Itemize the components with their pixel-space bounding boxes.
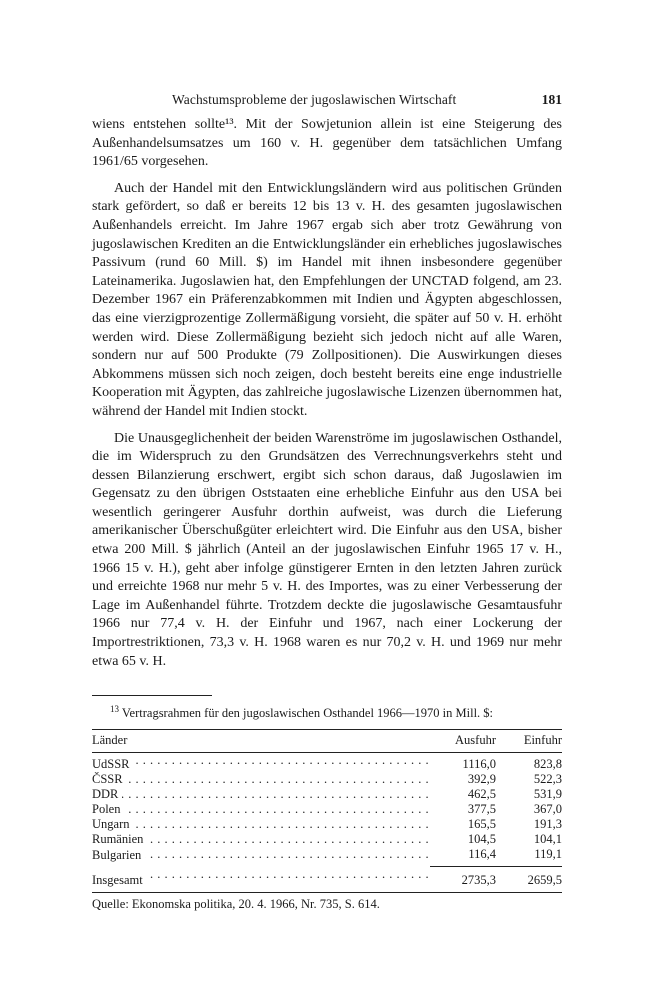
country-name: ČSSR — [92, 772, 127, 786]
country-name: UdSSR — [92, 757, 134, 771]
table-total-row — [92, 867, 562, 889]
export-value: 377,5 — [467, 802, 496, 817]
source-divider — [92, 892, 562, 893]
paragraph-3: Die Unausgeglichenheit der beiden Warenströme im jugoslawischen Osthandel, die im Widerspruch zu den Grundsätzen des Verrechnungsverkehrs steht und dessen Bilanzierung erschwert, ergibt sich schon daraus, daß Jugoslawien im Gegensatz zu den übrigen Oststaaten eine erhebliche Einfuhr aus den USA bei wesentlich geringerer Ausfuhr dorthin aufweist, was durch die Lieferung amerikanischer Überschußgüter erleichtert wird. Die Einfuhr aus den USA, bisher etwa 200 Mill. $ jährlich (Anteil an der jugoslawischen Einfuhr 1965 17 v. H., 1966 15 v. H.), geht aber infolge günstigerer Ernten in den letzten Jahren zurück und erreichte 1968 nur mehr 5 v. H. des Importes, was zu einer Verbesserung der Lage im Außenhandel führte. Trotzdem deckte die jugoslawische Gesamtausfuhr 1966 nur 77,4 v. H. der Einfuhr und 1967, nach einer Lockerung der Importrestriktionen, 73,3 v. H. 1968 waren es nur 70,2 v. H. und 1969 nur mehr etwa 65 v. H. — [92, 430, 562, 669]
trade-table — [92, 729, 562, 888]
export-value: 1116,0 — [462, 757, 496, 772]
total-export-value: 2735,3 — [430, 867, 496, 889]
total-import-value: 2659,5 — [496, 867, 562, 889]
import-value: 191,3 — [533, 817, 562, 832]
table-row — [92, 787, 562, 802]
table-header-row — [92, 730, 562, 753]
import-value: 531,9 — [533, 787, 562, 802]
column-header-countries: Länder — [92, 730, 430, 753]
export-value: 392,9 — [467, 772, 496, 787]
export-value: 104,5 — [467, 832, 496, 847]
table-row — [92, 832, 562, 847]
import-value: 522,3 — [533, 772, 562, 787]
table-source: Quelle: Ekonomska politika, 20. 4. 1966, Nr. 735, S. 614. — [92, 897, 380, 912]
running-title: Wachstumsprobleme der jugoslawischen Wirtschaft — [172, 92, 457, 107]
country-name: Polen — [92, 802, 124, 816]
footnote-marker: 13 — [110, 704, 119, 715]
country-name: DDR — [92, 787, 122, 801]
footnote-separator — [92, 695, 212, 696]
import-value: 367,0 — [533, 802, 562, 817]
export-value: 462,5 — [467, 787, 496, 802]
table-row — [92, 802, 562, 817]
country-name: Ungarn — [92, 817, 134, 831]
table-row — [92, 847, 562, 867]
total-label: Insgesamt — [92, 873, 147, 887]
footnote-caption-text: Vertragsrahmen für den jugoslawischen Osthandel 1966—1970 in Mill. $: — [121, 706, 494, 721]
footnote — [92, 704, 562, 912]
import-value: 823,8 — [533, 757, 562, 772]
paragraph-2: Auch der Handel mit den Entwicklungsländern wird aus politischen Gründen stark gefördert, so daß er bereits 12 bis 13 v. H. des gesamten jugoslawischen Außenhandels erreicht. Im Jahre 1967 ergab sich aber trotz Gewährung von jugoslawischen Krediten an die Entwicklungsländer ein erhebliches jugoslawisches Passivum (rund 60 Mill. $) im Handel mit ihnen insbesondere gegenüber Lateinamerika. Jugoslawien hat, den Empfehlungen der UNCTAD folgend, am 23. Dezember 1967 ein Präferenzabkommen mit Indien und Ägypten abgeschlossen, das eine vierzigprozentige Zollermäßigung vorsieht, die später auf 50 v. H. erhöht werden wird. Diese Zollermäßigung bezieht sich jedoch nicht auf alle Waren, sondern nur auf 500 Produkte (79 Zollpositionen). Die Auswirkungen dieses Abkommens müssen sich noch zeigen, doch besteht bereits eine enge industrielle Kooperation mit Ägypten, das zahlreiche jugoslawische Lizenzen übernommen hat, während der Handel mit Indien stockt. — [92, 180, 562, 419]
table-row — [92, 772, 562, 787]
import-value: 104,1 — [533, 832, 562, 847]
body-text — [92, 116, 562, 671]
export-value: 116,4 — [468, 847, 496, 862]
page-number: 181 — [541, 92, 562, 107]
export-value: 165,5 — [467, 817, 496, 832]
import-value: 119,1 — [534, 847, 562, 862]
running-header — [92, 92, 562, 116]
column-header-imports: Einfuhr — [496, 730, 562, 753]
country-name: Bulgarien — [92, 848, 145, 862]
country-name: Rumänien — [92, 832, 147, 846]
column-header-exports: Ausfuhr — [430, 730, 496, 753]
footnote-caption — [92, 704, 562, 721]
table-row — [92, 753, 562, 773]
paragraph-1: wiens entstehen sollte¹³. Mit der Sowjetunion allein ist eine Steigerung des Außenhandelsumsatzes um 160 v. H. gegenüber dem tatsächlichen Umfang 1961/65 vorgesehen. — [92, 117, 562, 170]
table-row — [92, 817, 562, 832]
